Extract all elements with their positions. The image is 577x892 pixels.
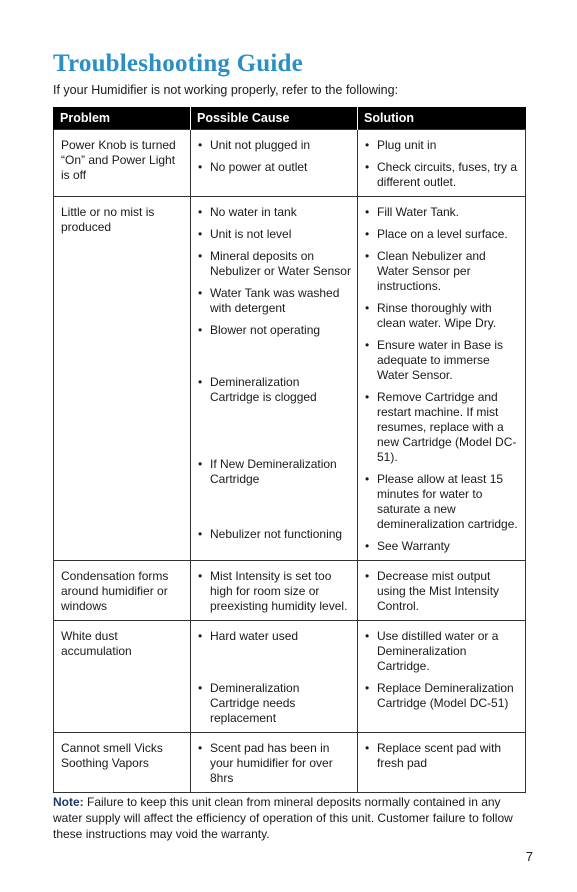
table-row: [54, 621, 526, 733]
problem-cell: [54, 561, 191, 621]
solution-cell: [358, 130, 526, 197]
solution-item: • Plug unit in: [365, 138, 519, 153]
problem-text: White dust accumulation: [61, 629, 132, 658]
cause-cell: [191, 733, 358, 793]
intro-text: If your Humidifier is not working properly, refer to the following:: [53, 83, 399, 97]
cause-item: • Demineralization Cartridge is clogged: [198, 375, 351, 457]
problem-cell: [54, 197, 191, 561]
warranty-note: [53, 794, 523, 842]
problem-text: Condensation forms around humidifier or windows: [61, 569, 169, 613]
solution-item: • Use distilled water or a Demineralization Cartridge.: [365, 629, 519, 674]
cause-item: • Mist Intensity is set too high for room size or preexisting humidity level.: [198, 569, 351, 614]
header-problem: Problem: [54, 107, 191, 130]
solution-cell: [358, 197, 526, 561]
solution-item: • See Warranty: [365, 539, 519, 554]
cause-item: • Scent pad has been in your humidifier for over 8hrs: [198, 741, 351, 786]
solution-item: • Ensure water in Base is adequate to immerse Water Sensor.: [365, 338, 519, 383]
problem-cell: [54, 130, 191, 197]
troubleshooting-table: [53, 107, 526, 793]
cause-item: • Mineral deposits on Nebulizer or Water Sensor: [198, 249, 351, 279]
page-number: 7: [525, 849, 533, 864]
problem-cell: [54, 733, 191, 793]
solution-item: • Rinse thoroughly with clean water. Wipe Dry.: [365, 301, 519, 331]
cause-item: • No water in tank: [198, 205, 351, 220]
problem-cell: [54, 621, 191, 733]
table-row: [54, 733, 526, 793]
header-solution: Solution: [358, 107, 526, 130]
solution-item: • Please allow at least 15 minutes for water to saturate a new demineralization cartridge.: [365, 472, 519, 532]
note-label: Note:: [53, 795, 84, 809]
problem-text: Power Knob is turned “On” and Power Light is off: [61, 138, 176, 182]
solution-item: • Remove Cartridge and restart machine. If mist resumes, replace with a new Cartridge (Model DC-51).: [365, 390, 519, 465]
solution-item: • Replace Demineralization Cartridge (Model DC-51): [365, 681, 519, 711]
note-text: Failure to keep this unit clean from mineral deposits normally contained in any water supply will affect the efficiency of operation of this unit. Customer failure to follow these instructions may void the warranty.: [53, 795, 513, 841]
cause-item: • If New Demineralization Cartridge: [198, 457, 351, 527]
cause-cell: [191, 130, 358, 197]
problem-text: Cannot smell Vicks Soothing Vapors: [61, 741, 163, 770]
solution-item: • Replace scent pad with fresh pad: [365, 741, 519, 771]
cause-item: • Blower not operating: [198, 323, 351, 375]
cause-item: • Unit is not level: [198, 227, 351, 242]
cause-cell: [191, 197, 358, 561]
solution-item: • Check circuits, fuses, try a different outlet.: [365, 160, 519, 190]
cause-item: • Hard water used: [198, 629, 351, 681]
solution-cell: [358, 621, 526, 733]
cause-item: • Water Tank was washed with detergent: [198, 286, 351, 316]
table-header-row: [54, 107, 526, 130]
table-row: [54, 561, 526, 621]
solution-item: • Fill Water Tank.: [365, 205, 519, 220]
cause-cell: [191, 621, 358, 733]
page-title: Troubleshooting Guide: [53, 50, 303, 77]
solution-cell: [358, 561, 526, 621]
header-possible-cause: Possible Cause: [191, 107, 358, 130]
solution-item: • Decrease mist output using the Mist Intensity Control.: [365, 569, 519, 614]
cause-item: • Demineralization Cartridge needs replacement: [198, 681, 351, 726]
table-row: [54, 197, 526, 561]
cause-item: • Nebulizer not functioning: [198, 527, 351, 542]
cause-item: • No power at outlet: [198, 160, 351, 175]
cause-item: • Unit not plugged in: [198, 138, 351, 153]
solution-item: • Clean Nebulizer and Water Sensor per instructions.: [365, 249, 519, 294]
problem-text: Little or no mist is produced: [61, 205, 155, 234]
solution-item: • Place on a level surface.: [365, 227, 519, 242]
solution-cell: [358, 733, 526, 793]
table-row: [54, 130, 526, 197]
cause-cell: [191, 561, 358, 621]
